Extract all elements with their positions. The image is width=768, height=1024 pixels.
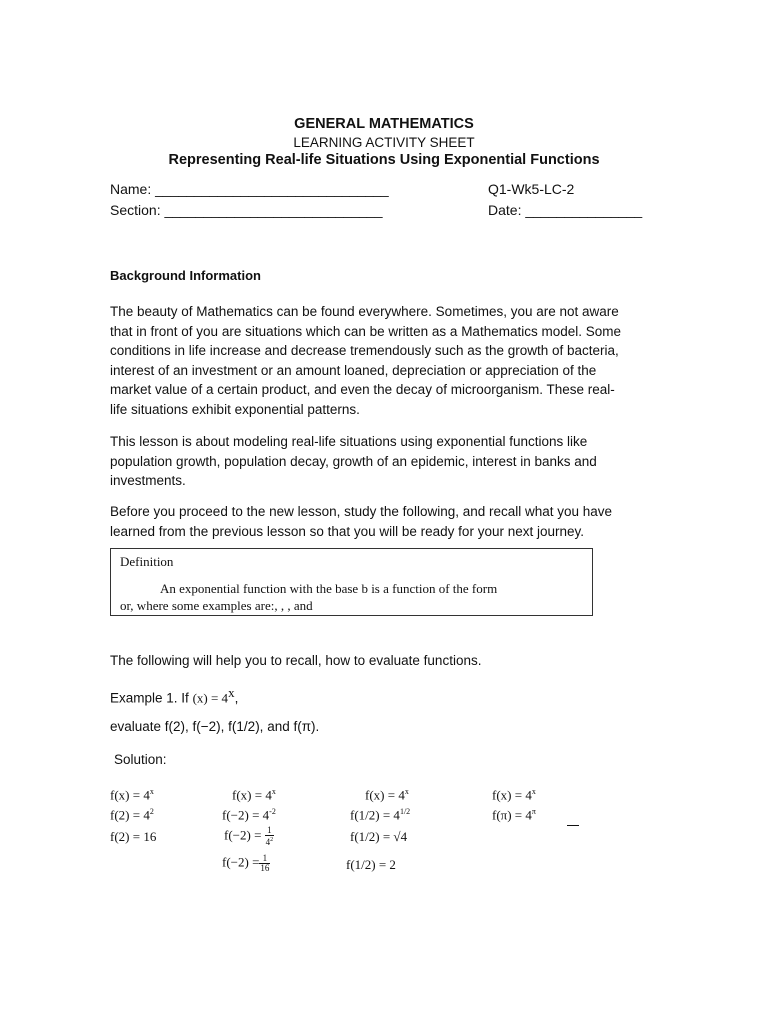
name-field: Name: ______________________________: [110, 181, 389, 197]
solution-col2-line1: $f(x) = 4^x$: [232, 787, 276, 803]
recall-text: The following will help you to recall, how to evaluate functions.: [110, 653, 482, 668]
definition-box: [110, 548, 593, 616]
background-heading: Background Information: [110, 268, 261, 283]
background-paragraph-3: Before you proceed to the new lesson, study the following, and recall what you have learned from the previous lesson so that you will be ready for your next journey.: [110, 504, 613, 539]
solution-col1-line3: f(2) = 16: [110, 829, 157, 844]
solution-col4-line1: $f(x) = 4^x$: [492, 787, 536, 803]
sheet-type: LEARNING ACTIVITY SHEET: [293, 135, 475, 150]
section-field: Section: ____________________________: [110, 202, 383, 218]
definition-line-2: or, where some examples are:, , , and: [120, 598, 313, 613]
example-heading: Example 1. If $(x) = 4^x$,: [110, 685, 239, 706]
solution-col1-line1: $f(x) = 4^x$: [110, 787, 154, 803]
background-paragraph-2: This lesson is about modeling real-life situations using exponential functions like population growth, population decay, growth of an epidemic, interest in banks and investments.: [110, 434, 597, 488]
definition-line-1: An exponential function with the base b is a function of the form: [160, 581, 498, 596]
solution-col3-line3: f(1/2) = √4: [350, 829, 408, 844]
example-evaluate: evaluate f(2), f(−2), f(1/2), and f(π).: [110, 719, 320, 734]
background-paragraph-1: The beauty of Mathematics can be found everywhere. Sometimes, you are not aware that in front of you are situations which can be written as a Mathematics model. Some conditions in life increase and decrease tremendously such as the growth of bacteria, interest of an investment or an amount loaned, depreciation or appreciation of the market value of a certain product, and even the decay of microorganism. These real- life situations exhibit exponential patterns.: [110, 304, 622, 417]
solution-col4-line2: $f(\pi) = 4^\pi$: [492, 807, 536, 823]
lesson-title: Representing Real-life Situations Using Exponential Functions: [168, 152, 600, 168]
fraction-one-over-sixteen: $\frac{1}{16}$: [260, 853, 270, 873]
fraction-one-over-four-squared: $\frac{1}{4^2}$: [265, 825, 274, 847]
solution-col3-line2: $f(1/2) = 4^{1/2}$: [350, 807, 411, 823]
date-field: Date: _______________: [488, 202, 643, 218]
solution-col2-line3: f(−2) = $\frac{1}{4^2}$: [224, 825, 274, 847]
solution-col1-line2: $f(2) = 4^2$: [110, 807, 154, 823]
stray-dash: [567, 825, 579, 826]
solution-col3-line1: $f(x) = 4^x$: [365, 787, 409, 803]
solution-col2-line2: $f(-2) = 4^{-2}$: [222, 807, 276, 823]
solution-label: Solution:: [114, 752, 167, 767]
solution-col3-line4: f(1/2) = 2: [346, 857, 396, 872]
definition-label: Definition: [120, 554, 174, 569]
subject-title: GENERAL MATHEMATICS: [294, 116, 474, 132]
solution-col2-line4: f(−2) = $\frac{1}{16}$: [222, 853, 270, 873]
lesson-code: Q1-Wk5-LC-2: [488, 181, 575, 197]
